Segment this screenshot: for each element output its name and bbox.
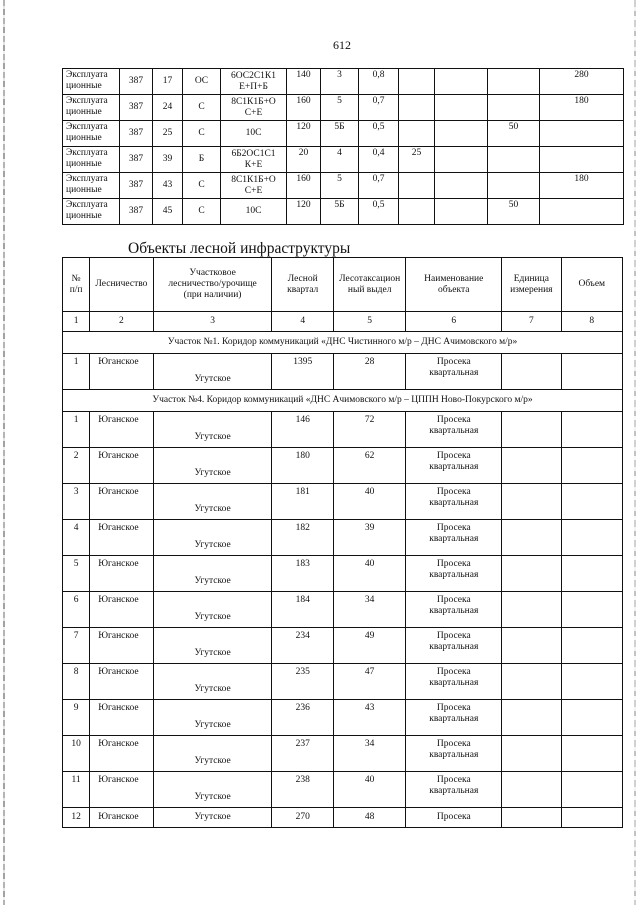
table-cell-obj: Просека квартальная [406,448,502,484]
table-cell-lesn: Юганское [90,556,153,592]
table-cell-unit [502,736,561,772]
column-number: 5 [333,312,406,332]
table-cell [540,199,624,225]
taxation-table-body [63,69,624,225]
header-cell-unit: Единица измерения [502,258,561,312]
table-cell-vol [561,484,622,520]
table-cell: 20 [287,147,321,173]
table-row [63,484,623,520]
column-number: 8 [561,312,622,332]
table-cell-unit [502,772,561,808]
section-row [63,390,623,412]
table-cell-vol [561,700,622,736]
table-cell [488,95,540,121]
table-cell-vydel: 47 [333,664,406,700]
table-cell: 387 [120,69,153,95]
table-cell: 5 [321,173,359,199]
header-cell-volume: Объем [561,258,622,312]
infrastructure-table-body [63,258,623,828]
table-cell-lesn: Юганское [90,808,153,828]
table-cell: 180 [540,95,624,121]
scan-edge-right [634,0,636,905]
table-cell-unit [502,808,561,828]
table-cell [435,95,488,121]
table-cell [435,173,488,199]
table-cell: 17 [153,69,183,95]
table-cell-lesn: Юганское [90,448,153,484]
table-cell-vydel: 49 [333,628,406,664]
table-cell: 387 [120,147,153,173]
table-cell: С [183,173,221,199]
table-row [63,354,623,390]
table-cell: 6ОС2С1К1 Е+П+Б [221,69,287,95]
table-cell: 43 [153,173,183,199]
table-cell-unit [502,354,561,390]
table-cell: 5Б [321,199,359,225]
table-cell-vydel: 40 [333,556,406,592]
table-cell-obj: Просека квартальная [406,484,502,520]
table-cell [488,147,540,173]
table-cell-obj: Просека квартальная [406,772,502,808]
table-cell-obj: Просека квартальная [406,354,502,390]
column-number: 3 [153,312,272,332]
table-cell-vol [561,772,622,808]
table-cell-uch: Угутское [153,484,272,520]
section-title: Объекты лесной инфраструктуры [128,240,351,257]
table-cell-n: 1 [63,412,90,448]
table-row [63,592,623,628]
table-cell-vol [561,808,622,828]
section-row [63,332,623,354]
table-cell-vol [561,520,622,556]
table-cell-lesn: Юганское [90,592,153,628]
table-cell-lesn: Юганское [90,520,153,556]
table-cell [399,69,435,95]
table-cell-uch: Угутское [153,556,272,592]
table-cell-lesn: Юганское [90,628,153,664]
table-cell: 160 [287,173,321,199]
table-cell-obj: Просека квартальная [406,664,502,700]
table-cell: С [183,121,221,147]
table-cell: 140 [287,69,321,95]
table-cell: 10С [221,199,287,225]
table-cell-lesn: Юганское [90,484,153,520]
table-row [63,556,623,592]
column-number: 2 [90,312,153,332]
table-cell-unit [502,592,561,628]
column-number-row [63,312,623,332]
column-number: 6 [406,312,502,332]
table-row [63,199,624,225]
table-cell: 180 [540,173,624,199]
table-cell-vydel: 72 [333,412,406,448]
table-cell [435,121,488,147]
table-row [63,628,623,664]
table-row [63,736,623,772]
table-cell-n: 6 [63,592,90,628]
table-cell [435,147,488,173]
table-cell: 50 [488,121,540,147]
table-cell-vydel: 39 [333,520,406,556]
table-cell [435,199,488,225]
column-number: 7 [502,312,561,332]
table-cell [488,69,540,95]
table-cell: 387 [120,121,153,147]
table-cell: 4 [321,147,359,173]
table-cell-n: 5 [63,556,90,592]
table-cell-obj: Просека квартальная [406,412,502,448]
table-row [63,448,623,484]
table-row [63,121,624,147]
table-cell-kv: 184 [272,592,333,628]
table-cell: ОС [183,69,221,95]
table-cell-kv: 180 [272,448,333,484]
table-cell-kv: 1395 [272,354,333,390]
table-cell-kv: 270 [272,808,333,828]
table-cell-lesn: Юганское [90,772,153,808]
table-cell-vol [561,736,622,772]
table-cell-kv: 235 [272,664,333,700]
table-cell-lesn: Юганское [90,700,153,736]
table-row [63,664,623,700]
table-cell: 25 [153,121,183,147]
table-cell: 50 [488,199,540,225]
table-cell: 5 [321,95,359,121]
table-cell-n: 10 [63,736,90,772]
table-cell-vol [561,556,622,592]
table-cell-uch: Угутское [153,700,272,736]
table-cell-obj: Просека [406,808,502,828]
column-number: 4 [272,312,333,332]
row-category-cell: Эксплуата ционные [63,121,120,147]
table-cell-unit [502,628,561,664]
table-cell-lesn: Юганское [90,736,153,772]
table-cell: 0,5 [359,199,399,225]
section-heading: Участок №4. Коридор коммуникаций «ДНС Ачимовского м/р – ЦППН Ново-Покурского м/р» [63,390,623,412]
table-cell [488,173,540,199]
header-cell-kvartal: Лесной квартал [272,258,333,312]
table-cell-vydel: 62 [333,448,406,484]
taxation-table [62,68,624,225]
table-cell-unit [502,700,561,736]
table-cell [540,121,624,147]
table-cell: 0,8 [359,69,399,95]
header-cell-vydel: Лесотаксацион ный выдел [333,258,406,312]
table-cell: С [183,199,221,225]
row-category-cell: Эксплуата ционные [63,199,120,225]
table-cell-n: 8 [63,664,90,700]
table-cell-vol [561,354,622,390]
table-cell-n: 9 [63,700,90,736]
table-cell-vol [561,664,622,700]
table-cell: 0,4 [359,147,399,173]
table-cell: 0,7 [359,95,399,121]
table-cell-uch: Угутское [153,664,272,700]
table-row [63,173,624,199]
table-cell: 160 [287,95,321,121]
table-cell: Б [183,147,221,173]
row-category-cell: Эксплуата ционные [63,147,120,173]
table-cell-kv: 146 [272,412,333,448]
table-cell: 0,5 [359,121,399,147]
table-row [63,772,623,808]
table-cell: 280 [540,69,624,95]
table-cell-uch: Угутское [153,412,272,448]
table-row [63,520,623,556]
table-cell-n: 7 [63,628,90,664]
table-cell-vydel: 34 [333,592,406,628]
table-cell-obj: Просека квартальная [406,556,502,592]
header-cell-uchastkovoe: Участковое лесничество/урочище (при наличии) [153,258,272,312]
table-cell-obj: Просека квартальная [406,700,502,736]
table-cell: 6Б2ОС1С1 К+Е [221,147,287,173]
table-cell: 5Б [321,121,359,147]
table-cell-unit [502,664,561,700]
table-cell-n: 11 [63,772,90,808]
table-cell: 120 [287,121,321,147]
table-cell: С [183,95,221,121]
table-cell: 25 [399,147,435,173]
table-cell: 8С1К1Б+О С+Е [221,173,287,199]
table-cell-kv: 234 [272,628,333,664]
table-cell-n: 1 [63,354,90,390]
table-cell-vol [561,592,622,628]
table-cell-obj: Просека квартальная [406,736,502,772]
table-cell-uch: Угутское [153,592,272,628]
table-cell-n: 4 [63,520,90,556]
table-cell-vydel: 40 [333,484,406,520]
table-cell: 387 [120,95,153,121]
table-cell-vydel: 34 [333,736,406,772]
table-cell-uch: Угутское [153,448,272,484]
header-cell-object: Наименование объекта [406,258,502,312]
table-cell: 387 [120,199,153,225]
table-cell [399,199,435,225]
table-row [63,700,623,736]
table-cell-uch: Угутское [153,772,272,808]
table-cell-vol [561,412,622,448]
table-cell-uch: Угутское [153,354,272,390]
table-cell-unit [502,520,561,556]
table-cell: 45 [153,199,183,225]
table-cell-obj: Просека квартальная [406,520,502,556]
table-cell-n: 12 [63,808,90,828]
table-cell-vydel: 43 [333,700,406,736]
table-cell-kv: 183 [272,556,333,592]
table-cell-unit [502,556,561,592]
section-heading: Участок №1. Коридор коммуникаций «ДНС Чистинного м/р – ДНС Ачимовского м/р» [63,332,623,354]
row-category-cell: Эксплуата ционные [63,95,120,121]
table-cell [399,95,435,121]
scan-edge-left [3,0,5,905]
table-cell-n: 3 [63,484,90,520]
table-cell [399,173,435,199]
table-cell-vydel: 40 [333,772,406,808]
table-cell-lesn: Юганское [90,354,153,390]
table-cell: 0,7 [359,173,399,199]
table-cell-obj: Просека квартальная [406,628,502,664]
table-cell: 3 [321,69,359,95]
table-cell-lesn: Юганское [90,412,153,448]
table-cell-kv: 181 [272,484,333,520]
table-cell-kv: 237 [272,736,333,772]
table-row [63,147,624,173]
table-row [63,95,624,121]
table-cell-vol [561,628,622,664]
infrastructure-table [62,257,623,828]
column-number: 1 [63,312,90,332]
table-cell-unit [502,484,561,520]
table-cell-lesn: Юганское [90,664,153,700]
table-cell-uch: Угутское [153,736,272,772]
table-cell-uch: Угутское [153,808,272,828]
row-category-cell: Эксплуата ционные [63,69,120,95]
header-row [63,258,623,312]
header-cell-number: № п/п [63,258,90,312]
table-cell-vol [561,448,622,484]
table-cell: 39 [153,147,183,173]
table-cell: 24 [153,95,183,121]
table-cell-uch: Угутское [153,628,272,664]
table-cell [435,69,488,95]
table-cell-obj: Просека квартальная [406,592,502,628]
table-cell-vydel: 28 [333,354,406,390]
table-cell-unit [502,448,561,484]
header-cell-lesnichestvo: Лесничество [90,258,153,312]
row-category-cell: Эксплуата ционные [63,173,120,199]
table-cell-uch: Угутское [153,520,272,556]
table-cell-n: 2 [63,448,90,484]
table-cell [540,147,624,173]
table-row [63,69,624,95]
page-number: 612 [333,38,351,52]
table-cell-kv: 238 [272,772,333,808]
table-cell [399,121,435,147]
table-cell-kv: 182 [272,520,333,556]
table-row [63,808,623,828]
table-cell: 387 [120,173,153,199]
table-cell: 120 [287,199,321,225]
table-cell-unit [502,412,561,448]
table-cell: 10С [221,121,287,147]
table-cell-vydel: 48 [333,808,406,828]
table-cell-kv: 236 [272,700,333,736]
table-row [63,412,623,448]
table-cell: 8С1К1Б+О С+Е [221,95,287,121]
